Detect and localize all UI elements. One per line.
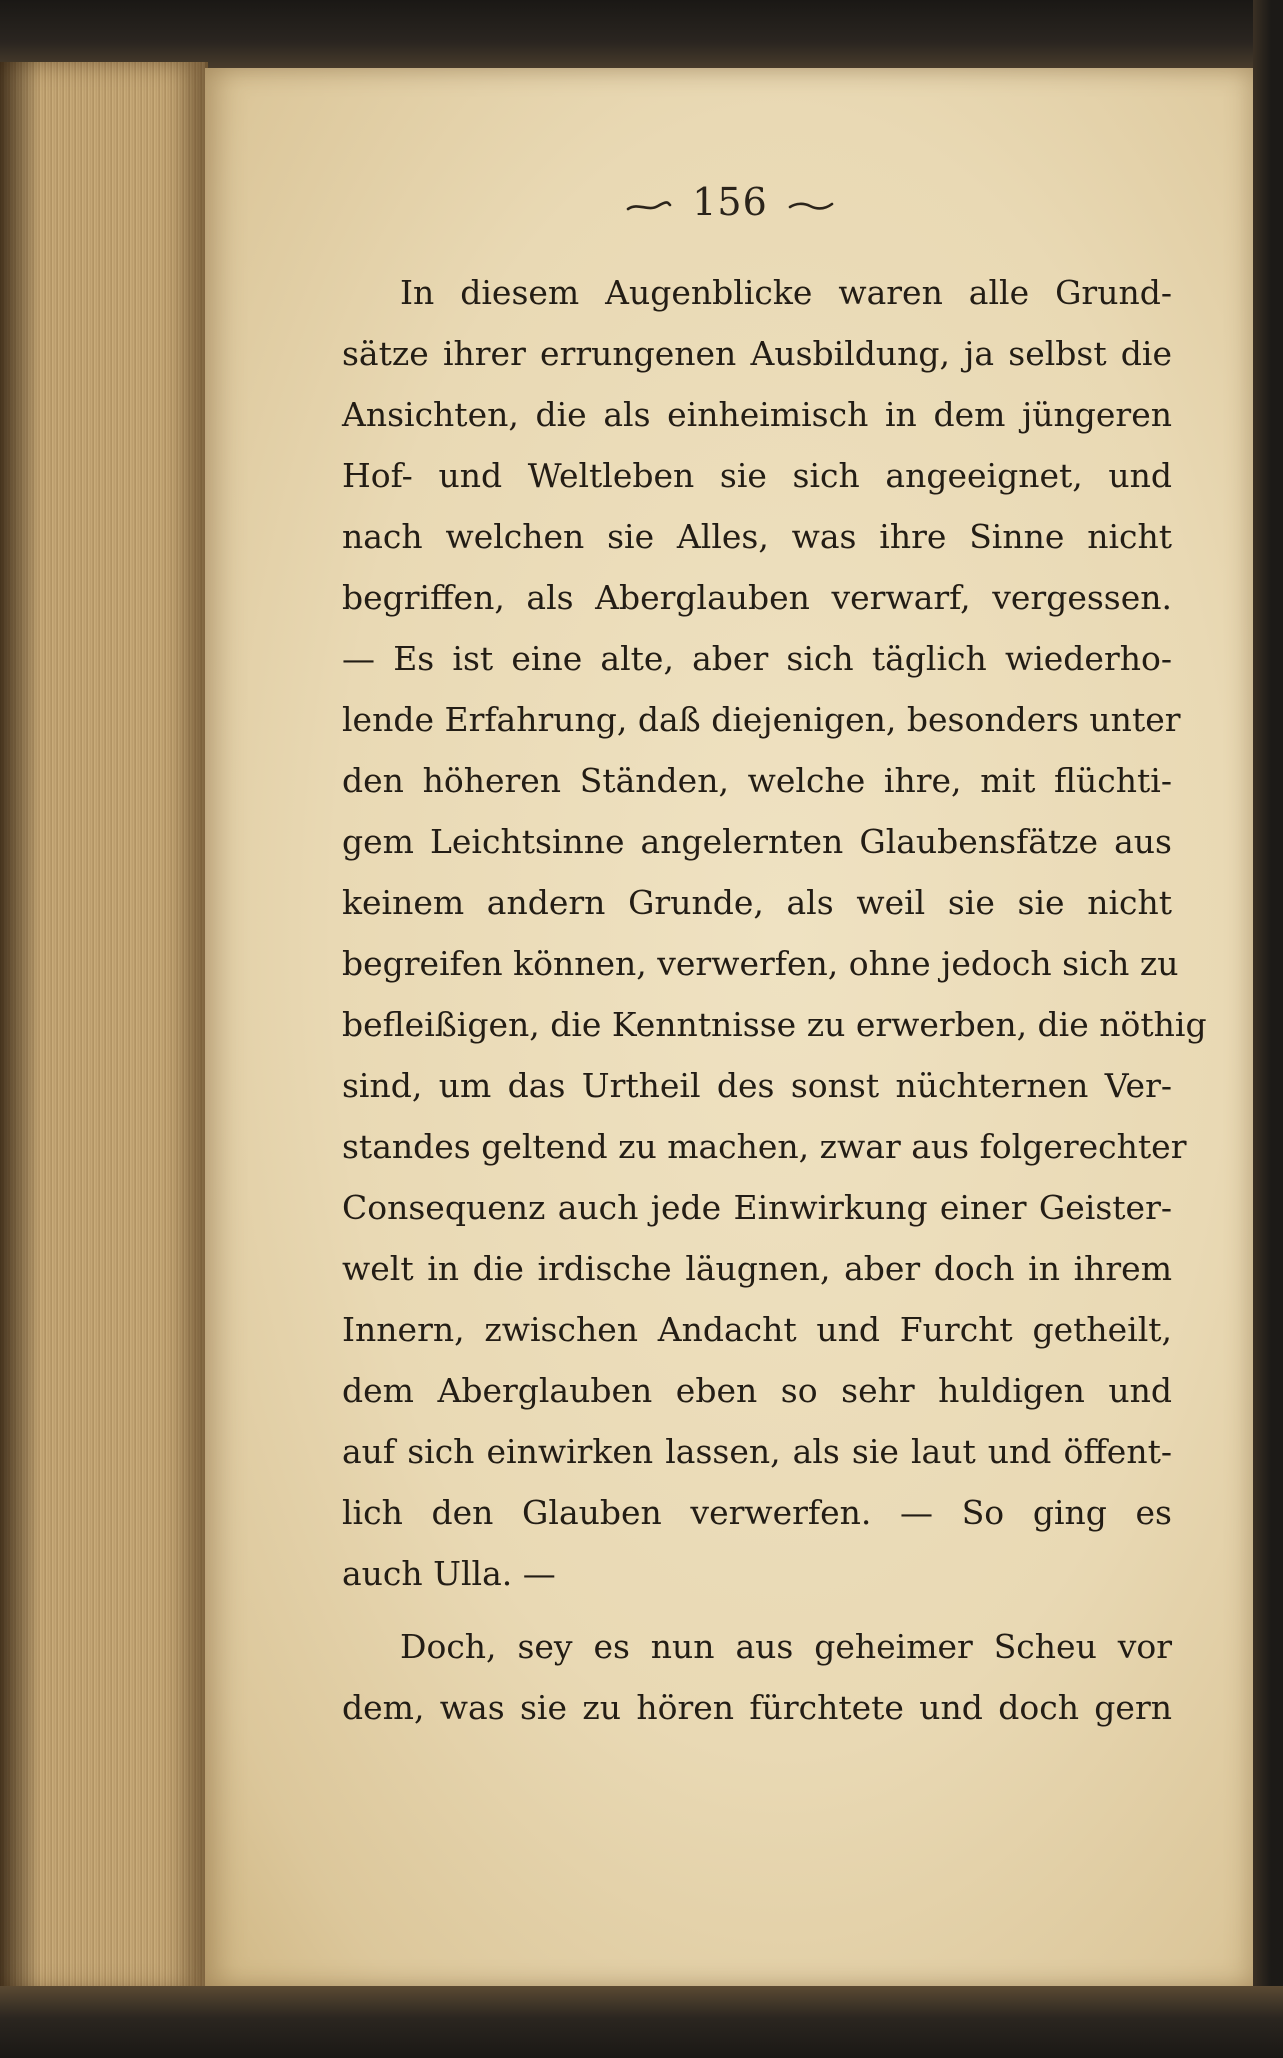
binding-bottom-edge xyxy=(0,1986,1283,2058)
text-line: nach welchen sie Alles, was ihre Sinne nicht xyxy=(342,517,1172,556)
text-line: begreifen können, verwerfen, ohne jedoch sich zu xyxy=(342,944,1179,983)
text-line: gem Leichtsinne angelernten Glaubensfätze aus xyxy=(342,822,1172,861)
text-line: — Es ist eine alte, aber sich täglich wiederho- xyxy=(342,639,1172,678)
text-line: standes geltend zu machen, zwar aus folgerechter xyxy=(342,1127,1187,1166)
text-line: lende Erfahrung, daß diejenigen, besonders unter xyxy=(342,700,1181,739)
page-number: 156 xyxy=(692,180,768,224)
page-header xyxy=(205,180,1255,224)
text-line: Ansichten, die als einheimisch in dem jüngeren xyxy=(342,395,1172,434)
text-line: Consequenz auch jede Einwirkung einer Geister- xyxy=(342,1188,1172,1227)
left-flourish-icon xyxy=(626,200,672,212)
text-line: dem Aberglauben eben so sehr huldigen und xyxy=(342,1371,1172,1410)
text-line: Hof- und Weltleben sie sich angeeignet, und xyxy=(342,456,1172,495)
text-line: sätze ihrer errungenen Ausbildung, ja selbst die xyxy=(342,334,1172,373)
text-line: lich den Glauben verwerfen. — So ging es xyxy=(342,1493,1172,1532)
text-line: auch Ulla. — xyxy=(342,1554,556,1593)
text-line: begriffen, als Aberglauben verwarf, vergessen. xyxy=(342,578,1172,617)
right-dark-edge xyxy=(1253,0,1283,2058)
text-line: dem, was sie zu hören fürchtete und doch gern xyxy=(342,1688,1172,1727)
text-line: Doch, sey es nun aus geheimer Scheu vor xyxy=(400,1627,1172,1666)
paragraph-gap xyxy=(342,1604,1172,1616)
page-body-text xyxy=(342,262,1207,1738)
text-line: Innern, zwischen Andacht und Furcht getheilt, xyxy=(342,1310,1172,1349)
paragraph-2 xyxy=(342,1616,1172,1738)
paragraph-1 xyxy=(342,262,1207,1604)
text-line: In diesem Augenblicke waren alle Grund- xyxy=(400,273,1172,312)
text-line: den höheren Ständen, welche ihre, mit flüchti- xyxy=(342,761,1172,800)
page-stack-shadow xyxy=(0,62,40,1992)
text-line: sind, um das Urtheil des sonst nüchternen Ver- xyxy=(342,1066,1172,1105)
binding-top-edge xyxy=(0,0,1283,70)
text-line: befleißigen, die Kenntnisse zu erwerben, die nöthig xyxy=(342,1005,1207,1044)
text-line: auf sich einwirken lassen, als sie laut und öffent- xyxy=(342,1432,1172,1471)
text-line: welt in die irdische läugnen, aber doch in ihrem xyxy=(342,1249,1172,1288)
text-line: keinem andern Grunde, als weil sie sie nicht xyxy=(342,883,1172,922)
right-flourish-icon xyxy=(788,200,834,212)
